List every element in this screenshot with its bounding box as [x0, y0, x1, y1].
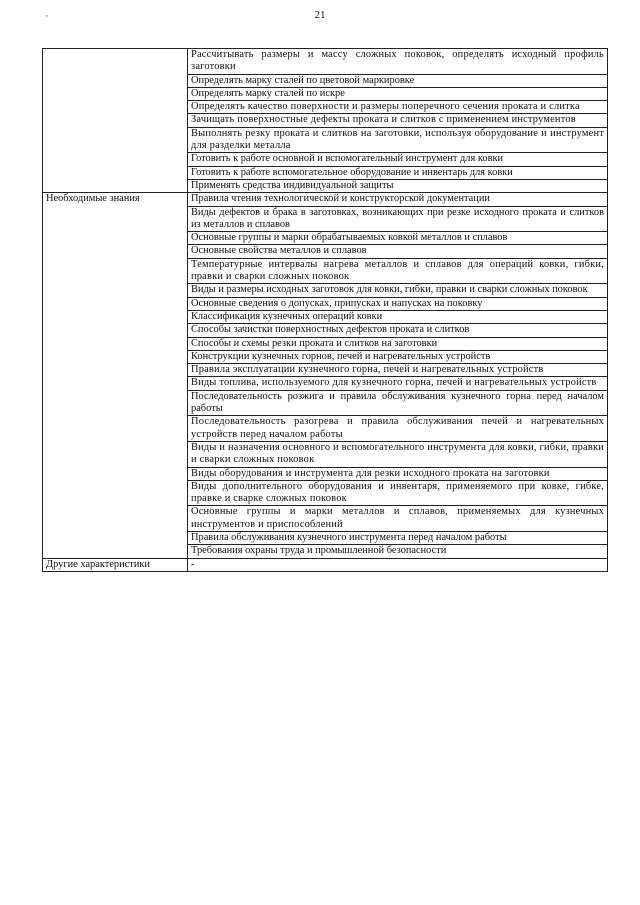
knowledge-item: Требования охраны труда и промышленной безопасности: [188, 545, 608, 558]
knowledge-item: Виды дополнительного оборудования и инвентаря, применяемого при ковке, гибке, правке и сварке сложных поковок: [188, 480, 608, 506]
requirements-table: [42, 48, 608, 572]
knowledge-item: Основные группы и марки обрабатываемых ковкой металлов и сплавов: [188, 232, 608, 245]
other-value: -: [188, 558, 608, 571]
ability-item: Определять марку сталей по цветовой маркировке: [188, 74, 608, 87]
knowledge-item: Правила эксплуатации кузнечного горна, печей и нагревательных устройств: [188, 364, 608, 377]
knowledge-item: Температурные интервалы нагрева металлов и сплавов для операций ковки, гибки, правки и сварки сложных поковок: [188, 258, 608, 284]
corner-mark: ': [46, 14, 48, 25]
knowledge-item: Правила чтения технологической и конструкторской документации: [188, 193, 608, 206]
ability-item: Рассчитывать размеры и массу сложных поковок, определять исходный профиль заготовки: [188, 49, 608, 75]
knowledge-item: Последовательность розжига и правила обслуживания кузнечного горна перед началом работы: [188, 390, 608, 416]
knowledge-item: Основные свойства металлов и сплавов: [188, 245, 608, 258]
knowledge-item: Конструкции кузнечных горнов, печей и нагревательных устройств: [188, 350, 608, 363]
knowledge-item: Виды и размеры исходных заготовок для ковки, гибки, правки и сварки сложных поковок: [188, 284, 608, 297]
ability-item: Выполнять резку проката и слитков на заготовки, используя оборудование и инструмент для разделки металла: [188, 127, 608, 153]
knowledge-item: Виды и назначения основного и вспомогательного инструмента для ковки, гибки, правки и сварки сложных поковок: [188, 441, 608, 467]
other-label: Другие характеристики: [43, 558, 188, 571]
ability-item: Применять средства индивидуальной защиты: [188, 179, 608, 192]
ability-item: Готовить к работе вспомогательное оборудование и инвентарь для ковки: [188, 166, 608, 179]
abilities-label-cell: [43, 49, 188, 193]
table-row: [43, 193, 608, 206]
knowledge-item: Способы и схемы резки проката и слитков на заготовки: [188, 337, 608, 350]
knowledge-item: Основные группы и марки металлов и сплавов, применяемых для кузнечных инструментов и приспособлений: [188, 506, 608, 532]
knowledge-item: Последовательность разогрева и правила обслуживания печей и нагревательных устройств перед началом работы: [188, 416, 608, 442]
ability-item: Определять качество поверхности и размеры поперечного сечения проката и слитка: [188, 101, 608, 114]
knowledge-item: Виды оборудования и инструмента для резки исходного проката на заготовки: [188, 467, 608, 480]
knowledge-label: Необходимые знания: [43, 193, 188, 558]
knowledge-item: Правила обслуживания кузнечного инструмента перед началом работы: [188, 531, 608, 544]
knowledge-item: Виды топлива, используемого для кузнечного горна, печей и нагревательных устройств: [188, 377, 608, 390]
knowledge-item: Способы зачистки поверхностных дефектов проката и слитков: [188, 324, 608, 337]
knowledge-item: Основные сведения о допусках, припусках и напусках на поковку: [188, 297, 608, 310]
knowledge-item: Виды дефектов и брака в заготовках, возникающих при резке исходного проката и слитков из металлов и сплавов: [188, 206, 608, 232]
ability-item: Готовить к работе основной и вспомогательный инструмент для ковки: [188, 153, 608, 166]
page-number: 21: [314, 9, 326, 21]
ability-item: Определять марку сталей по искре: [188, 87, 608, 100]
table-row: [43, 558, 608, 571]
ability-item: Зачищать поверхностные дефекты проката и слитков с применением инструментов: [188, 114, 608, 127]
table-row: [43, 49, 608, 75]
knowledge-item: Классификация кузнечных операций ковки: [188, 310, 608, 323]
